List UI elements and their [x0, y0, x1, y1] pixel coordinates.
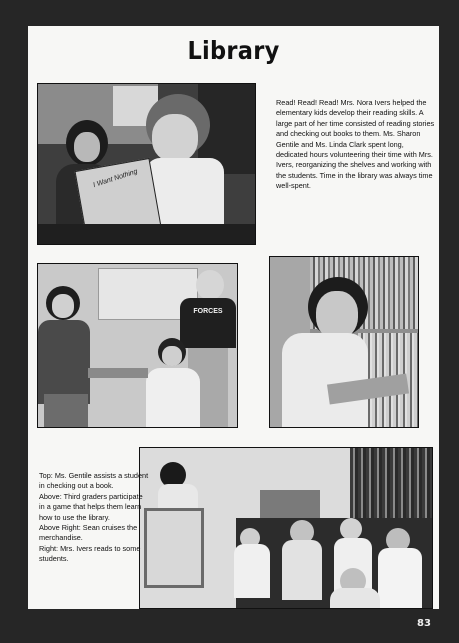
intro-paragraph: Read! Read! Read! Mrs. Nora Ivers helped the elementary kids develop their reading skills. A large part of her time consisted of reading stories and checking out books to them. Ms. Sharon Gentile and Ms. Linda Clark spent long, dedicated hours volunteering their time with Mrs. Ivers, reorganizing the shelves and working with the students. Time in the library was always time well-spent. — [276, 98, 435, 191]
photo-sean-merchandise — [269, 256, 419, 428]
caption-above: Above: Third graders participate in a game that helps them learn how to use the library. — [39, 491, 143, 522]
photo-checkout-desk — [37, 83, 256, 245]
caption-right: Right: Mrs. Ivers reads to some students. — [39, 543, 141, 564]
caption-above-right: Above Right: Sean cruises the merchandise. — [39, 523, 138, 543]
book-cover-title: I Want Nothing — [92, 168, 139, 190]
page-title: Library — [187, 36, 280, 65]
page-number: 83 — [417, 618, 431, 629]
yearbook-page — [28, 26, 439, 609]
photo-captions — [39, 471, 149, 565]
photo-ivers-reading — [139, 447, 433, 609]
photo-library-game — [37, 263, 238, 428]
caption-top: Top: Ms. Gentile assists a student in checking out a book. — [39, 471, 149, 491]
shirt-print: FORCES — [193, 308, 223, 315]
